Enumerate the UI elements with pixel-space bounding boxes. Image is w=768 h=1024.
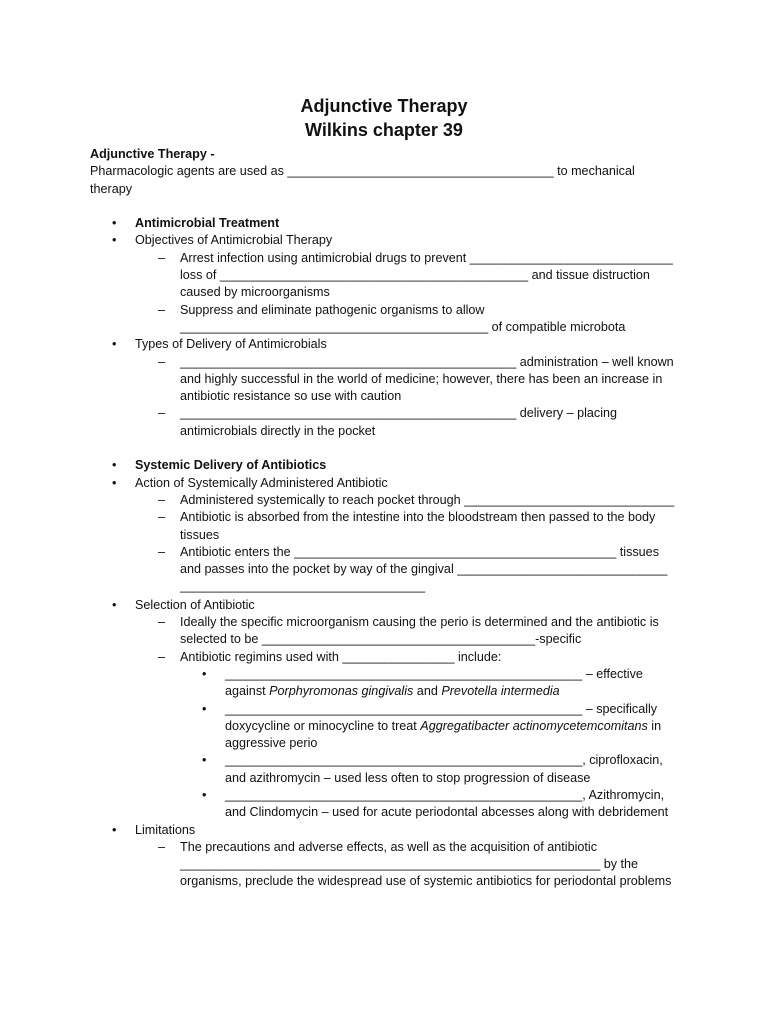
organism-name: Porphyromonas gingivalis [269,684,414,699]
list-item: • ___________________________________________________, Azithromycin, and Clindomycin – used for acute periodontal abcesses along with debridement [90,787,680,822]
list-item: – Suppress and eliminate pathogenic organisms to allow ____________________________________________ of compatible microbota [90,302,680,337]
intro-text: Pharmacologic agents are used as ______________________________________ to mechanical therapy [90,164,635,196]
list-item: – ________________________________________________ delivery – placing antimicrobials directly in the pocket [90,405,680,440]
section-heading: Antimicrobial Treatment [135,216,280,231]
list-item: – Arrest infection using antimicrobial drugs to prevent _____________________________ loss of ____________________________________________ and tissue distruction caused by microorganisms [90,250,680,302]
list-item: – Ideally the specific microorganism causing the perio is determined and the antibiotic is selected to be _______________________________________-specific [90,614,680,649]
document-body [90,146,680,891]
list-item [90,666,680,701]
organism-name: Prevotella intermedia [441,684,560,699]
organism-name: Aggregatibacter actinomycetemcomitans [420,718,648,733]
list-item: • Action of Systemically Administered Antibiotic [90,475,680,492]
list-item: – The precautions and adverse effects, as well as the acquisition of antibiotic ____________________________________________________________ by the organisms, preclude the widespread use of systemic antibiotics for periodontal problems [90,839,680,891]
regimen-text: ___________________________________________________ – specifically doxycycline or minocycline to treat [225,701,658,733]
list-item: • ___________________________________________________, ciprofloxacin, and azithromycin – used less often to stop progression of disease [90,752,680,787]
list-item [90,701,680,753]
section-heading: Systemic Delivery of Antibiotics [135,458,327,473]
spacer [90,440,680,457]
list-item: • Selection of Antibiotic [90,597,680,614]
systemic-section [90,457,680,890]
spacer [90,198,680,215]
list-item: – Antibiotic is absorbed from the intestine into the bloodstream then passed to the body tissues [90,509,680,544]
list-item: – Antibiotic enters the ______________________________________________ tissues and passes into the pocket by way of the gingival ______________________________ ___________________________________ [90,544,680,596]
list-item [90,457,680,474]
regimen-text: ___________________________________________________ – effective against [225,666,643,699]
regimen-text: in aggressive perio [225,718,662,751]
intro-heading: Adjunctive Therapy - [90,147,215,161]
list-item: – Antibiotic regimins used with ________________ include: [90,649,680,666]
antimicrobial-section [90,215,680,440]
list-item: – Administered systemically to reach pocket through ______________________________ [90,492,680,509]
title-block [0,94,768,142]
list-item: • Objectives of Antimicrobial Therapy [90,232,680,249]
list-item [90,215,680,232]
page-subtitle: Wilkins chapter 39 [305,120,463,140]
list-item: • Types of Delivery of Antimicrobials [90,336,680,353]
list-item: – ________________________________________________ administration – well known and highly successful in the world of medicine; however, there has been an increase in antibiotic resistance so use with caution [90,354,680,406]
regimen-text: and [413,684,442,699]
page-title: Adjunctive Therapy [300,96,468,116]
list-item: • Limitations [90,822,680,839]
